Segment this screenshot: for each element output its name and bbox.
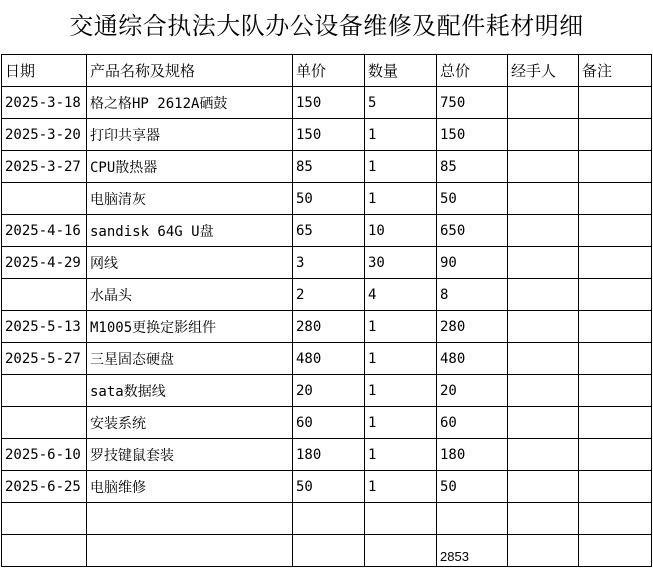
handler-cell [508, 439, 579, 471]
date-cell [2, 503, 87, 535]
product-cell [87, 503, 293, 535]
total-price-cell: 85 [437, 151, 508, 183]
total-price-cell: 280 [437, 311, 508, 343]
total-price-cell: 50 [437, 183, 508, 215]
quantity-cell: 1 [365, 439, 437, 471]
date-cell: 2025-5-27 [2, 343, 87, 375]
total-price-cell: 750 [437, 87, 508, 119]
empty-cell [2, 535, 87, 567]
date-cell: 2025-3-18 [2, 87, 87, 119]
table-row [2, 215, 652, 247]
quantity-cell: 30 [365, 247, 437, 279]
unit-price-cell: 85 [293, 151, 365, 183]
unit-price-cell: 2 [293, 279, 365, 311]
remarks-cell [579, 183, 652, 215]
quantity-cell: 1 [365, 311, 437, 343]
handler-cell [508, 87, 579, 119]
quantity-cell: 1 [365, 375, 437, 407]
date-cell: 2025-3-27 [2, 151, 87, 183]
unit-price-cell: 50 [293, 471, 365, 503]
remarks-cell [579, 311, 652, 343]
total-price-cell: 20 [437, 375, 508, 407]
date-cell: 2025-3-20 [2, 119, 87, 151]
total-price-cell: 90 [437, 247, 508, 279]
product-cell: 网线 [87, 247, 293, 279]
handler-cell [508, 503, 579, 535]
remarks-cell [579, 247, 652, 279]
product-cell: 安装系统 [87, 407, 293, 439]
date-cell [2, 183, 87, 215]
table-row [2, 471, 652, 503]
date-cell: 2025-5-13 [2, 311, 87, 343]
handler-cell [508, 471, 579, 503]
unit-price-cell: 280 [293, 311, 365, 343]
header-handler: 经手人 [508, 55, 579, 87]
table-row [2, 119, 652, 151]
handler-cell [508, 311, 579, 343]
product-cell: 三星固态硬盘 [87, 343, 293, 375]
handler-cell [508, 183, 579, 215]
unit-price-cell: 150 [293, 119, 365, 151]
quantity-cell: 10 [365, 215, 437, 247]
remarks-cell [579, 119, 652, 151]
empty-cell [293, 535, 365, 567]
header-unit-price: 单价 [293, 55, 365, 87]
unit-price-cell: 60 [293, 407, 365, 439]
remarks-cell [579, 151, 652, 183]
quantity-cell: 1 [365, 119, 437, 151]
product-cell: sata数据线 [87, 375, 293, 407]
date-cell: 2025-6-10 [2, 439, 87, 471]
handler-cell [508, 407, 579, 439]
product-cell: 电脑维修 [87, 471, 293, 503]
total-row [2, 535, 652, 567]
table-row [2, 439, 652, 471]
handler-cell [508, 215, 579, 247]
table-row [2, 87, 652, 119]
total-price-cell: 650 [437, 215, 508, 247]
grand-total-cell: 2853 [437, 535, 508, 567]
handler-cell [508, 279, 579, 311]
quantity-cell: 1 [365, 343, 437, 375]
total-price-cell: 180 [437, 439, 508, 471]
header-date: 日期 [2, 55, 87, 87]
product-cell: CPU散热器 [87, 151, 293, 183]
product-cell: 罗技键鼠套装 [87, 439, 293, 471]
expense-table [1, 54, 652, 567]
date-cell: 2025-6-25 [2, 471, 87, 503]
table-row [2, 279, 652, 311]
remarks-cell [579, 279, 652, 311]
table-row [2, 151, 652, 183]
unit-price-cell: 3 [293, 247, 365, 279]
table-row [2, 407, 652, 439]
product-cell: 电脑清灰 [87, 183, 293, 215]
total-price-cell [437, 503, 508, 535]
date-cell [2, 279, 87, 311]
header-product: 产品名称及规格 [87, 55, 293, 87]
handler-cell [508, 343, 579, 375]
header-remarks: 备注 [579, 55, 652, 87]
product-cell: 打印共享器 [87, 119, 293, 151]
remarks-cell [579, 503, 652, 535]
total-price-cell: 60 [437, 407, 508, 439]
table-row [2, 503, 652, 535]
quantity-cell: 5 [365, 87, 437, 119]
quantity-cell: 4 [365, 279, 437, 311]
unit-price-cell: 50 [293, 183, 365, 215]
handler-cell [508, 151, 579, 183]
date-cell: 2025-4-16 [2, 215, 87, 247]
header-total-price: 总价 [437, 55, 508, 87]
remarks-cell [579, 87, 652, 119]
total-price-cell: 150 [437, 119, 508, 151]
date-cell: 2025-4-29 [2, 247, 87, 279]
remarks-cell [579, 343, 652, 375]
table-header-row [2, 55, 652, 87]
total-price-cell: 480 [437, 343, 508, 375]
unit-price-cell [293, 503, 365, 535]
remarks-cell [579, 407, 652, 439]
remarks-cell [579, 215, 652, 247]
product-cell: 水晶头 [87, 279, 293, 311]
unit-price-cell: 480 [293, 343, 365, 375]
unit-price-cell: 150 [293, 87, 365, 119]
table-row [2, 343, 652, 375]
remarks-cell [579, 439, 652, 471]
date-cell [2, 407, 87, 439]
product-cell: sandisk 64G U盘 [87, 215, 293, 247]
header-quantity: 数量 [365, 55, 437, 87]
date-cell [2, 375, 87, 407]
page-title: 交通综合执法大队办公设备维修及配件耗材明细 [69, 12, 584, 40]
table-row [2, 247, 652, 279]
quantity-cell: 1 [365, 407, 437, 439]
quantity-cell [365, 503, 437, 535]
total-price-cell: 8 [437, 279, 508, 311]
unit-price-cell: 20 [293, 375, 365, 407]
handler-cell [508, 119, 579, 151]
remarks-cell [579, 375, 652, 407]
quantity-cell: 1 [365, 471, 437, 503]
unit-price-cell: 65 [293, 215, 365, 247]
table-row [2, 183, 652, 215]
table-row [2, 375, 652, 407]
handler-cell [508, 375, 579, 407]
product-cell: 格之格HP 2612A硒鼓 [87, 87, 293, 119]
quantity-cell: 1 [365, 183, 437, 215]
quantity-cell: 1 [365, 151, 437, 183]
handler-cell [508, 247, 579, 279]
empty-cell [365, 535, 437, 567]
empty-cell [87, 535, 293, 567]
empty-cell [508, 535, 579, 567]
product-cell: M1005更换定影组件 [87, 311, 293, 343]
empty-cell [579, 535, 652, 567]
table-row [2, 311, 652, 343]
total-price-cell: 50 [437, 471, 508, 503]
unit-price-cell: 180 [293, 439, 365, 471]
remarks-cell [579, 471, 652, 503]
